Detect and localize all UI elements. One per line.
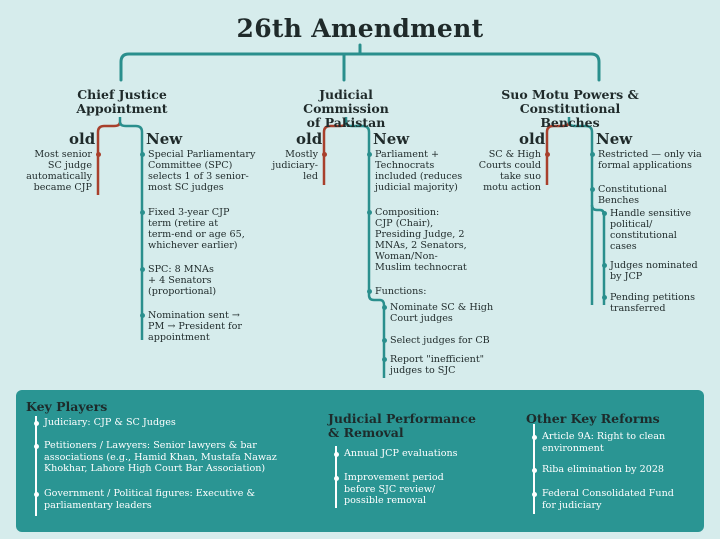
col2-function-item: Nominate SC & High Court judges <box>390 302 494 324</box>
performance-bullet <box>334 476 339 481</box>
col3-old-item: SC & High Courts could take suo motu action <box>478 149 541 193</box>
function-bullet <box>382 357 387 362</box>
performance-bullet <box>334 452 339 457</box>
col2-new-item: Composition: CJP (Chair), Presiding Judge, 2 MNAs, 2 Senators, Woman/Non- Muslim technocrat <box>375 207 467 273</box>
col2-function-item: Select judges for CB <box>390 335 490 346</box>
key-player-item: Petitioners / Lawyers: Senior lawyers & bar associations (e.g., Hamid Khan, Mustafa Nawaz Khokhar, Lahore High Court Bar Association) <box>44 440 277 474</box>
reform-bullet <box>532 435 537 440</box>
judicial-commission-heading: Judicial Commission of Pakistan <box>303 87 389 130</box>
reform-item: Article 9A: Right to clean environment <box>542 431 666 454</box>
new-bullet <box>367 210 372 215</box>
col1-old-item: Most senior SC judge automatically became CJP <box>26 149 92 193</box>
chief-justice-heading: Chief Justice Appointment <box>76 87 168 116</box>
function-bullet <box>382 305 387 310</box>
col1-new-label: New <box>146 130 183 148</box>
reform-bullet <box>532 492 537 497</box>
col2-function-item: Report "inefficient" judges to SJC <box>390 354 485 376</box>
reform-item: Federal Consolidated Fund for judiciary <box>542 488 674 511</box>
suo-motu-heading: Suo Motu Powers & Constitutional Benches <box>501 87 639 130</box>
key-player-bullet <box>34 444 39 449</box>
old-bullet <box>96 152 101 157</box>
other-reforms-heading: Other Key Reforms <box>526 411 660 426</box>
col3-bench-item: Judges nominated by JCP <box>610 260 698 282</box>
bench-bullet <box>602 263 607 268</box>
key-player-bullet <box>34 421 39 426</box>
bottom-panel <box>16 390 704 532</box>
col3-new-item: Constitutional Benches <box>598 184 667 206</box>
col2-new-item: Parliament + Technocrats included (reduces judicial majority) <box>375 149 463 193</box>
col2-old-item: Mostly judiciary- led <box>272 149 318 182</box>
col2-new-label: New <box>373 130 410 148</box>
col2-old-label: old <box>296 130 323 148</box>
col3-new-item: Restricted — only via formal applications <box>598 149 702 171</box>
new-bullet <box>140 267 145 272</box>
new-bullet <box>590 187 595 192</box>
col1-new-item: SPC: 8 MNAs + 4 Senators (proportional) <box>148 264 217 297</box>
new-bullet <box>140 313 145 318</box>
old-bullet <box>545 152 550 157</box>
col1-new-item: Fixed 3-year CJP term (retire at term-end or age 65, whichever earlier) <box>148 207 245 251</box>
reform-bullet <box>532 468 537 473</box>
performance-item: Improvement period before SJC review/ possible removal <box>344 472 444 506</box>
new-bullet <box>367 289 372 294</box>
reform-item: Riba elimination by 2028 <box>542 464 665 475</box>
key-player-item: Judiciary: CJP & SC Judges <box>44 417 176 428</box>
bench-bullet <box>602 295 607 300</box>
performance-item: Annual JCP evaluations <box>344 448 458 459</box>
col3-bench-item: Pending petitions transferred <box>610 292 696 314</box>
new-bullet <box>140 210 145 215</box>
col1-new-item: Special Parliamentary Committee (SPC) selects 1 of 3 senior- most SC judges <box>148 149 256 193</box>
page-title: 26th Amendment <box>236 14 484 43</box>
col3-old-label: old <box>519 130 546 148</box>
bench-bullet <box>602 211 607 216</box>
new-bullet <box>367 152 372 157</box>
col3-new-label: New <box>596 130 633 148</box>
col1-new-item: Nomination sent → PM → President for appointment <box>148 310 242 343</box>
judicial-performance-heading: Judicial Performance & Removal <box>328 411 476 440</box>
function-bullet <box>382 338 387 343</box>
new-bullet <box>140 152 145 157</box>
col1-old-label: old <box>69 130 96 148</box>
key-player-bullet <box>34 492 39 497</box>
old-bullet <box>322 152 327 157</box>
key-players-heading: Key Players <box>26 399 108 414</box>
col2-new-item: Functions: <box>375 286 427 297</box>
new-bullet <box>590 152 595 157</box>
col3-bench-item: Handle sensitive political/ constitutional cases <box>610 208 691 252</box>
key-player-item: Government / Political figures: Executive & parliamentary leaders <box>44 488 255 511</box>
